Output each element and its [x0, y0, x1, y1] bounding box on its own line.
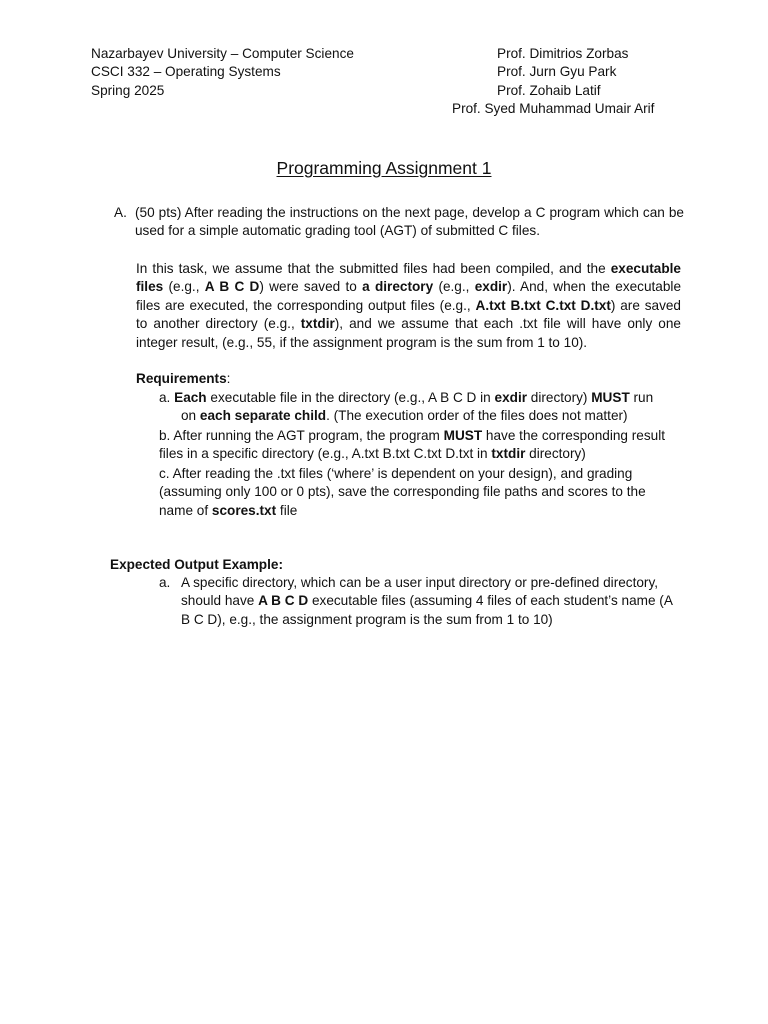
- requirements-heading: Requirements:: [136, 371, 231, 386]
- course-info: [91, 45, 354, 100]
- expected-item-a: [159, 574, 679, 629]
- instructor-2: Prof. Jurn Gyu Park: [497, 64, 617, 80]
- university-line: Nazarbayev University – Computer Science: [91, 46, 354, 61]
- instructor-1: Prof. Dimitrios Zorbas: [497, 46, 629, 61]
- document-title: Programming Assignment 1: [276, 158, 492, 178]
- task-description: In this task, we assume that the submitted files had been compiled, and the executable files (e.g., A B C D) were saved to a directory (e.g., exdir). And, when the executable files are executed, the corresponding output files (e.g., A.txt B.txt C.txt D.txt) are saved to another directory (e.g., txtdir), and we assume that each .txt file will have only one integer result, (e.g., 55, if the assignment program is the sum from 1 to 10).: [136, 261, 682, 350]
- instructor-3: Prof. Zohaib Latif: [497, 82, 601, 98]
- course-line: CSCI 332 – Operating Systems: [91, 64, 281, 80]
- expected-output-heading: Expected Output Example:: [110, 557, 283, 572]
- section-a: [114, 204, 684, 241]
- section-a-intro: (50 pts) After reading the instructions on the next page, develop a C program which can be used for a simple automatic grading tool (AGT) of submitted C files.: [135, 205, 684, 239]
- instructor-list: [452, 45, 658, 119]
- requirement-c: c. After reading the .txt files (‘where’ is dependent on your design), and grading (assuming only 100 or 0 pts), save the corresponding file paths and scores to the name of scores.txt file: [159, 466, 646, 518]
- term-line: Spring 2025: [91, 82, 165, 98]
- requirement-a: a. Each executable file in the directory (e.g., A B C D in exdir directory) MUST run on each separate child. (The execution order of the files does not matter): [159, 390, 654, 424]
- requirement-b: b. After running the AGT program, the program MUST have the corresponding result files in a specific directory (e.g., A.txt B.txt C.txt D.txt in txtdir directory): [159, 428, 666, 462]
- expected-item-a-text: A specific directory, which can be a user input directory or pre-defined directory, should have A B C D executable files (assuming 4 files of each student’s name (A B C D), e.g., the assignment program is the sum from 1 to 10): [181, 575, 673, 627]
- section-a-label: A.: [114, 205, 127, 220]
- instructor-4: Prof. Syed Muhammad Umair Arif: [452, 101, 655, 117]
- expected-item-a-label: a.: [159, 575, 171, 590]
